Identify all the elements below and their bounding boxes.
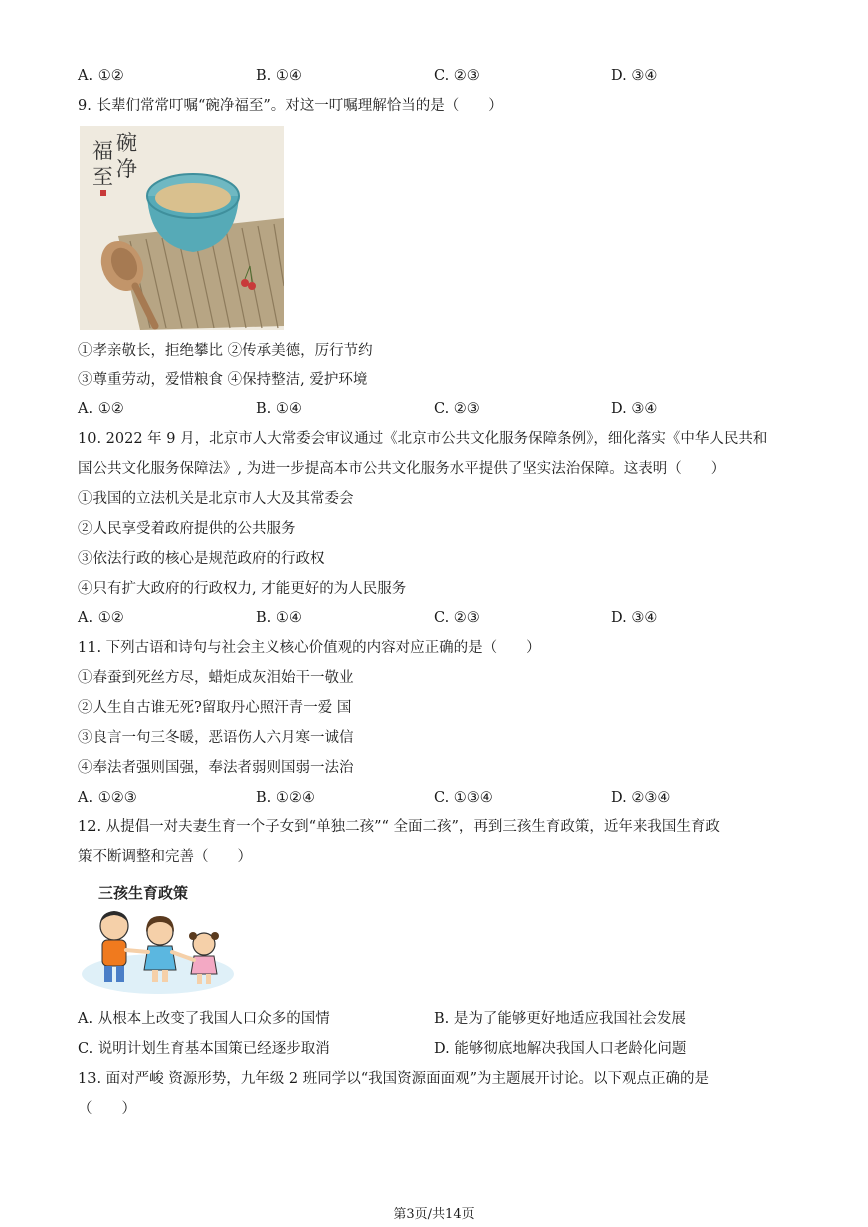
q10-item-2: ②人民享受着政府提供的公共服务	[78, 521, 296, 537]
option-a: A. ①②	[78, 401, 124, 417]
q10-item-4: ④只有扩大政府的行政权力, 才能更好的为人民服务	[78, 581, 407, 597]
q10-item-1: ①我国的立法机关是北京市人大及其常委会	[78, 491, 354, 507]
option-d: D. ③④	[611, 401, 658, 417]
q12-options-row-2	[78, 1039, 838, 1059]
option-b: B. 是为了能够更好地适应我国社会发展	[434, 1011, 686, 1027]
illustration-title: 三孩生育政策	[98, 884, 189, 902]
q11-options	[78, 788, 838, 808]
q12-stem-1: 12. 从提倡一对夫妻生育一个子女到“单独二孩”“ 全面二孩”，再到三孩生育政策，近年来我国生育政	[78, 819, 720, 835]
q11-item-2: ②人生自古谁无死?留取丹心照汗青一爱 国	[78, 700, 352, 716]
q11-stem: 11. 下列古语和诗句与社会主义核心价值观的内容对应正确的是（ ）	[78, 640, 541, 656]
q9-options	[78, 399, 838, 419]
option-d: D. ②③④	[611, 790, 671, 806]
calligraphy-wan: 碗	[116, 131, 137, 155]
option-d: D. ③④	[611, 610, 658, 626]
option-a: A. ①②	[78, 68, 124, 84]
q13-stem-1: 13. 面对严峻 资源形势，九年级 2 班同学以“我国资源面面观”为主题展开讨论。以下观点正确的是	[78, 1071, 710, 1087]
option-a: A. ①②③	[78, 790, 137, 806]
option-c: C. ①③④	[434, 790, 493, 806]
calligraphy-jing: 净	[116, 157, 137, 181]
bowl-illustration-svg	[80, 126, 284, 330]
q12-options-row-1	[78, 1009, 838, 1029]
q10-stem-1: 10. 2022 年 9 月，北京市人大常委会审议通过《北京市公共文化服务保障条例》，细化落实《中华人民共和	[78, 431, 768, 447]
option-c: C. ②③	[434, 68, 480, 84]
q9-items-2: ③尊重劳动，爱惜粮食 ④保持整洁, 爱护环境	[78, 372, 368, 388]
three-child-policy-illustration	[80, 878, 240, 996]
q10-stem-2: 国公共文化服务保障法》, 为进一步提高本市公共文化服务水平提供了坚实法治保障。这表明（ ）	[78, 461, 726, 477]
q8-options	[78, 66, 838, 86]
option-b: B. ①④	[256, 610, 302, 626]
option-c: C. ②③	[434, 610, 480, 626]
option-b: B. ①②④	[256, 790, 315, 806]
q9-stem: 9. 长辈们常常叮嘱“碗净福至”。对这一叮嘱理解恰当的是（ ）	[78, 98, 503, 114]
q11-item-4: ④奉法者强则国强，奉法者弱则国弱一法治	[78, 760, 354, 776]
q13-stem-2: （ ）	[78, 1101, 136, 1117]
q10-item-3: ③依法行政的核心是规范政府的行政权	[78, 551, 325, 567]
option-b: B. ①④	[256, 68, 302, 84]
option-d: D. ③④	[611, 68, 658, 84]
option-c: C. 说明计划生育基本国策已经逐步取消	[78, 1041, 330, 1057]
bowl-illustration	[80, 126, 284, 330]
three-child-policy-svg	[80, 878, 240, 996]
option-a: A. 从根本上改变了我国人口众多的国情	[78, 1011, 330, 1027]
option-b: B. ①④	[256, 401, 302, 417]
option-a: A. ①②	[78, 610, 124, 626]
option-c: C. ②③	[434, 401, 480, 417]
option-d: D. 能够彻底地解决我国人口老龄化问题	[434, 1041, 687, 1057]
q11-item-1: ①春蚕到死丝方尽，蜡炬成灰泪始干一敬业	[78, 670, 354, 686]
q9-items-1: ①孝亲敬长，拒绝攀比 ②传承美德，厉行节约	[78, 343, 373, 359]
q11-item-3: ③良言一句三冬暖，恶语伤人六月寒一诚信	[78, 730, 354, 746]
q12-stem-2: 策不断调整和完善（ ）	[78, 849, 252, 865]
calligraphy-zhi: 至	[92, 165, 113, 189]
page-footer: 第3页/共14页	[393, 1207, 475, 1222]
q10-options	[78, 608, 838, 628]
calligraphy-fu: 福	[92, 139, 113, 163]
